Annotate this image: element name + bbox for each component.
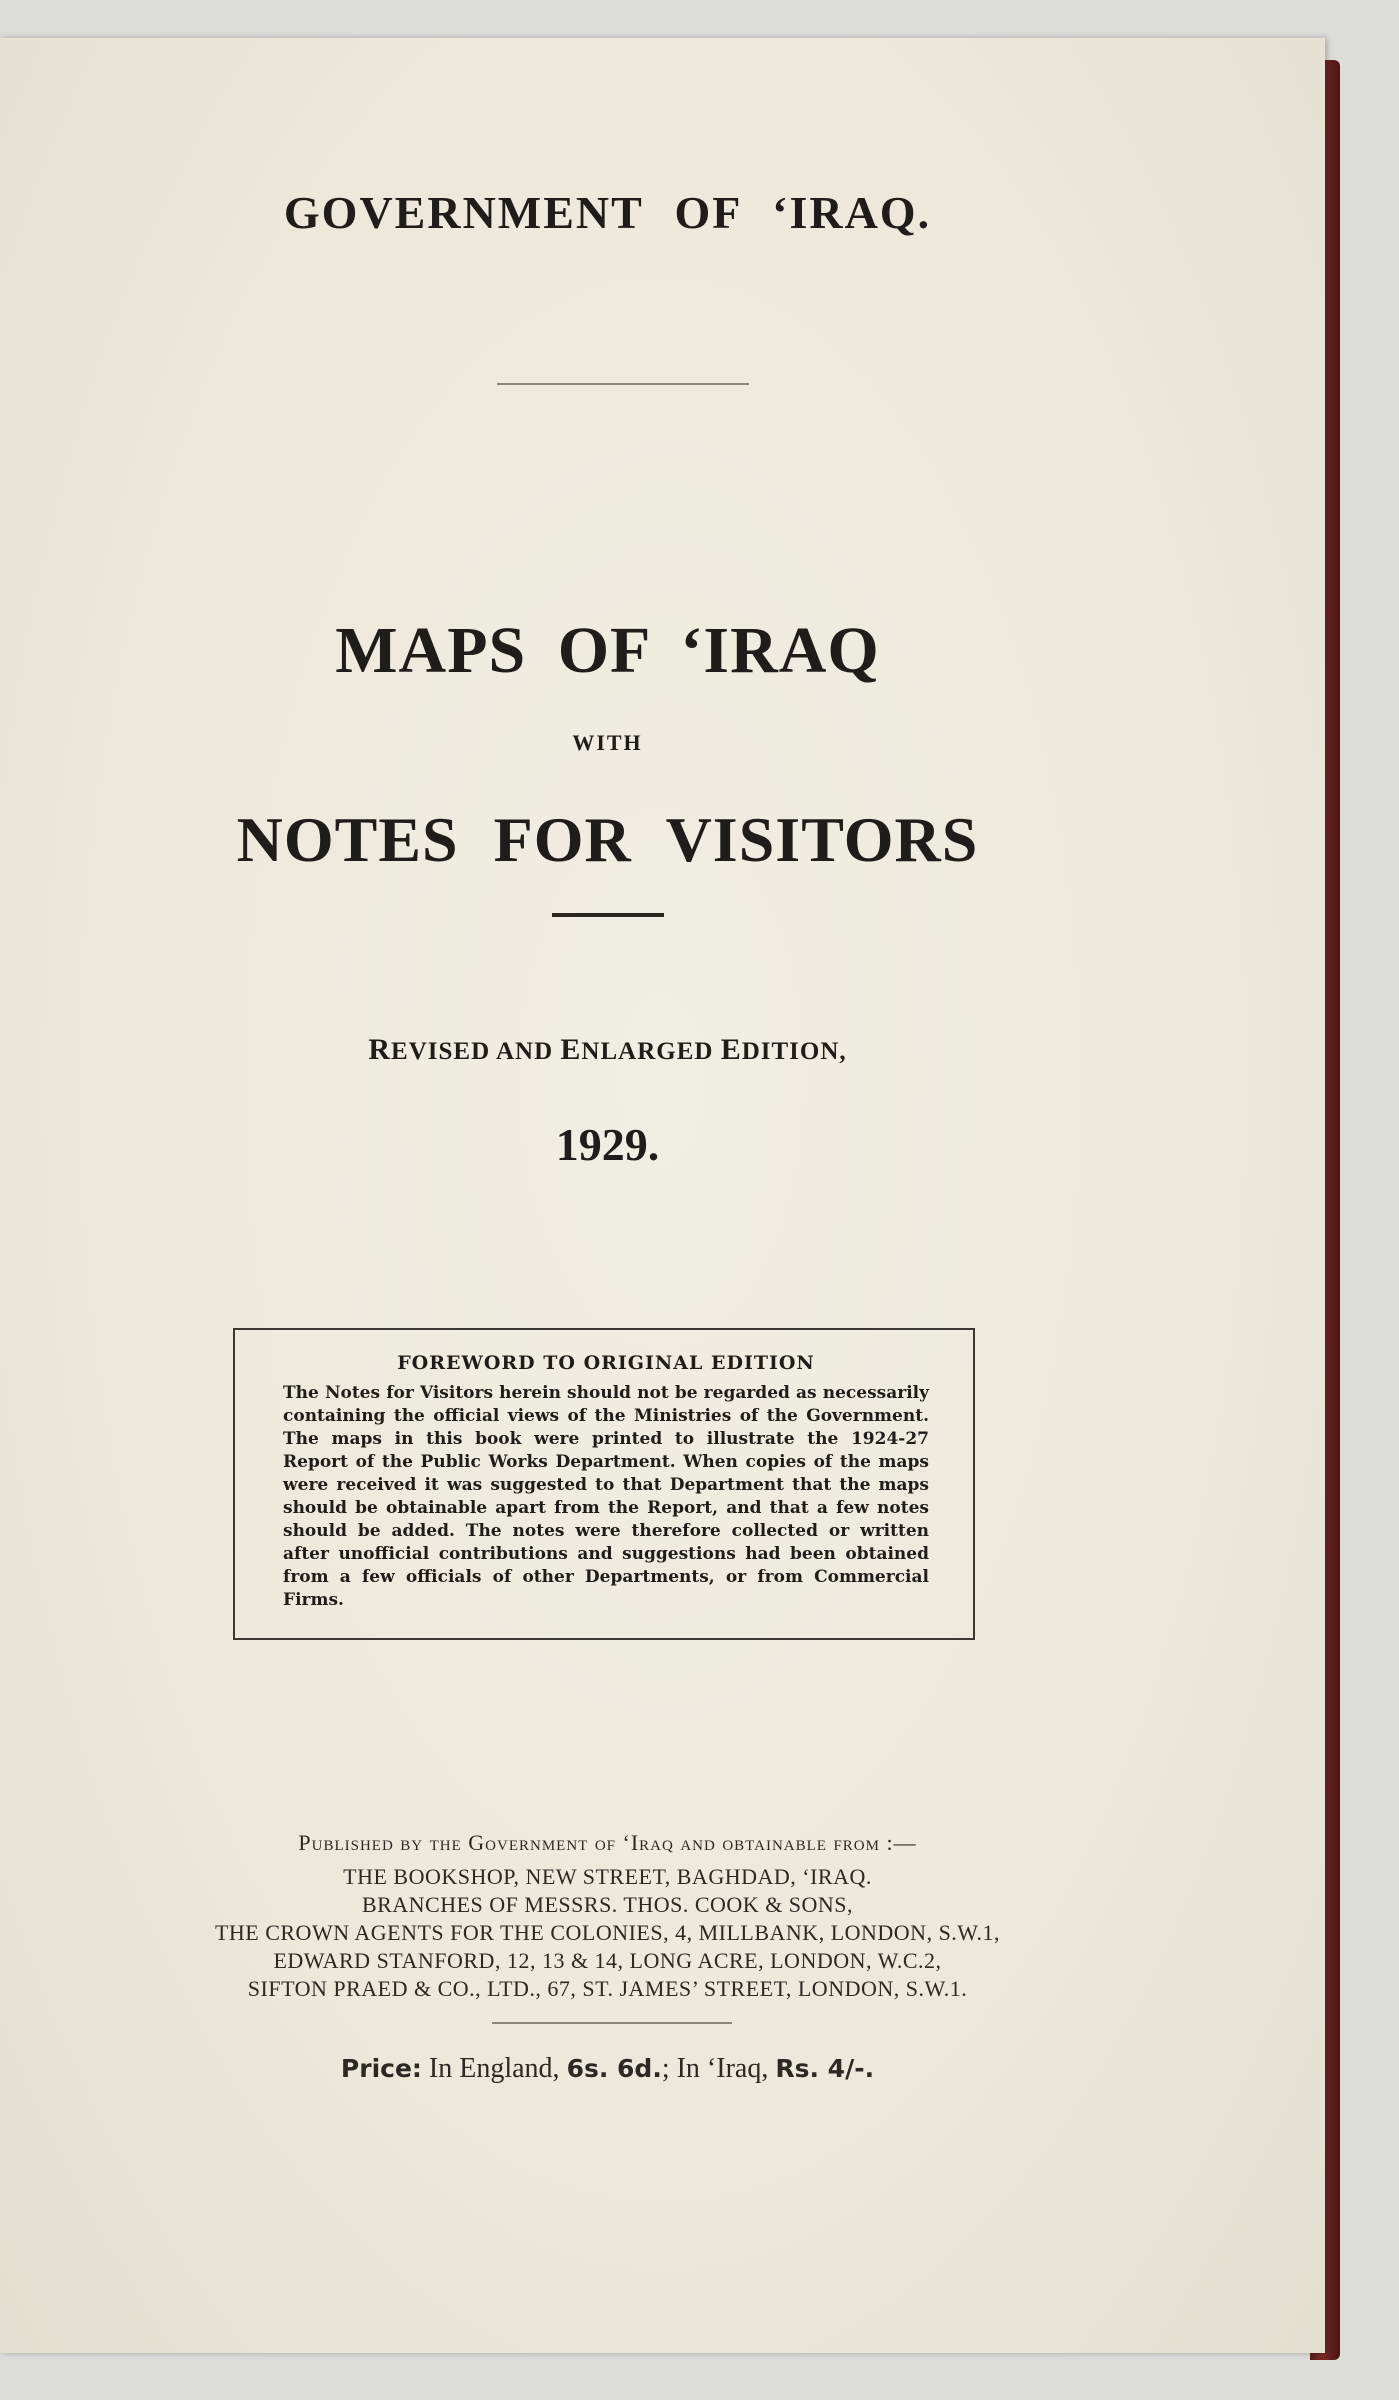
edition-line: REVISED AND ENLARGED EDITION, (368, 1033, 847, 1066)
publisher-address: THE BOOKSHOP, NEW STREET, BAGHDAD, ‘IRAQ. (343, 1864, 872, 1889)
publisher-address: THE CROWN AGENTS FOR THE COLONIES, 4, MILLBANK, LONDON, S.W.1, (214, 1920, 1001, 1945)
divider-rule-middle (552, 913, 664, 917)
divider-rule-bottom (492, 2022, 732, 2024)
subtitle: NOTES FOR VISITORS (236, 804, 979, 875)
edition-year: 1929. (555, 1119, 660, 1170)
divider-rule-top (497, 383, 749, 385)
government-heading: GOVERNMENT OF ‘IRAQ. (283, 187, 932, 238)
foreword-body: The Notes for Visitors herein should not be regarded as necessarily containing the official views of the Ministries of the Government. The maps in this book were printed to illustrate the 1924-27 Report of the Public Works Department. When copies of the maps were received it was suggested to that Department that the maps should be obtainable apart from the Report, and that a few notes should be added. The notes were therefore collected or written after unofficial contributions and suggestions had been obtained from a few officials of other Departments, or from Commercial Firms. (283, 1383, 929, 1610)
title-connector: WITH (572, 730, 643, 755)
publisher-address: SIFTON PRAED & CO., LTD., 67, ST. JAMES’ STREET, LONDON, S.W.1. (247, 1976, 968, 2001)
foreword-box (233, 1328, 975, 1640)
publisher-address: EDWARD STANFORD, 12, 13 & 14, LONG ACRE, LONDON, W.C.2, (273, 1948, 942, 1973)
foreword-title: FOREWORD TO ORIGINAL EDITION (397, 1352, 815, 1374)
price-line: Price: In England, 6s. 6d.; In ‘Iraq, Rs. 4/-. (340, 2053, 875, 2084)
title-page (0, 38, 1325, 2353)
main-title: MAPS OF ‘IRAQ (335, 614, 880, 687)
publisher-address: BRANCHES OF MESSRS. THOS. COOK & SONS, (361, 1892, 854, 1917)
publisher-line: Published by the Government of ‘Iraq and obtainable from :— (298, 1830, 917, 1855)
